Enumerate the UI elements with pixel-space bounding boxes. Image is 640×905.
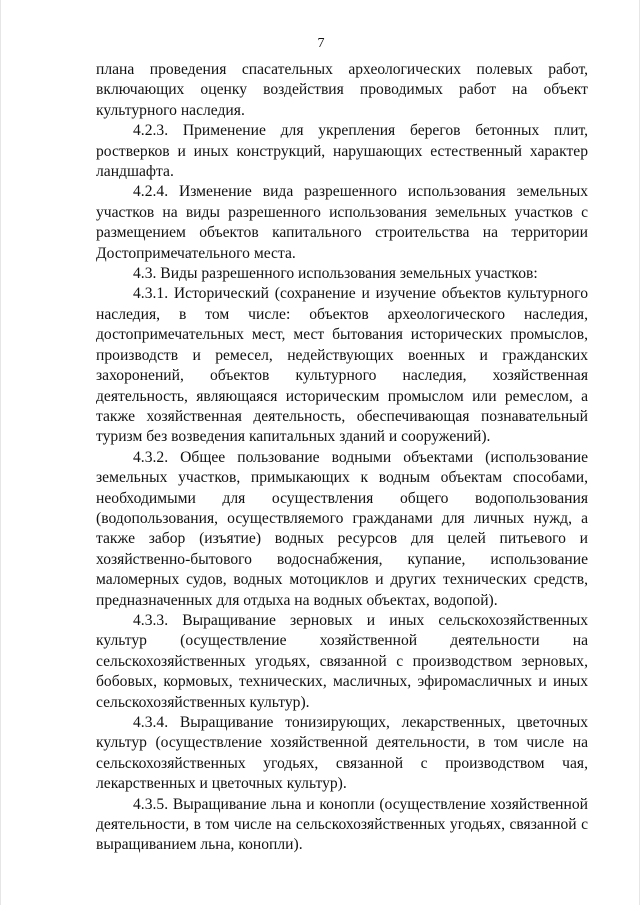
page-number: 7	[317, 36, 325, 51]
document-body	[96, 60, 588, 856]
paragraph-4-3: 4.3. Виды разрешенного использования земельных участков:	[133, 265, 538, 283]
paragraph-4-3-2: 4.3.2. Общее пользование водными объектами (использование земельных участков, примыкающих к водным объектам способами, необходимыми для осуществления общего водопользования (водопользования, осуществляемого гражданами для личных нужд, а также забор (изъятие) водных ресурсов для целей питьевого и хозяйственно-бытового водоснабжения, купание, использование маломерных судов, водных мотоциклов и других технических средств, предназначенных для отдыха на водных объектах, водопой).	[96, 448, 588, 609]
paragraph-continuation: плана проведения спасательных археологических полевых работ, включающих оценку воздействия проводимых работ на объект культурного наследия.	[96, 61, 588, 119]
paragraph-4-2-4: 4.2.4. Изменение вида разрешенного использования земельных участков на виды разрешенного использования земельных участков с размещением объектов капитального строительства на территории Достопримечательного места.	[96, 183, 588, 262]
paragraph-4-3-5: 4.3.5. Выращивание льна и конопли (осуществление хозяйственной деятельности, в том числе на сельскохозяйственных угодьях, связанной с выращиванием льна, конопли).	[96, 795, 588, 854]
paragraph-4-3-4: 4.3.4. Выращивание тонизирующих, лекарственных, цветочных культур (осуществление хозяйственной деятельности, в том числе на сельскохозяйственных угодьях, связанной с производством чая, лекарственных и цветочных культур).	[96, 714, 588, 793]
paragraph-4-3-3: 4.3.3. Выращивание зерновых и иных сельскохозяйственных культур (осуществление хозяйственной деятельности на сельскохозяйственных угодьях, связанной с производством зерновых, бобовых, кормовых, технических, масличных, эфиромасличных и иных сельскохозяйственных культур).	[96, 611, 588, 711]
paragraph-4-3-1: 4.3.1. Исторический (сохранение и изучение объектов культурного наследия, в том числе: объектов археологического наследия, достопримечательных мест, мест бытования исторических промыслов, производств и ремесел, недействующих военных и гражданских захоронений, объектов культурного наследия, хозяйственная деятельность, являющаяся историческим промыслом или ремеслом, а также хозяйственная деятельность, обеспечивающая познавательный туризм без возведения капитальных зданий и сооружений).	[96, 285, 588, 446]
paragraph-4-2-3: 4.2.3. Применение для укрепления берегов бетонных плит, ростверков и иных конструкций, нарушающих естественный характер ландшафта.	[96, 122, 588, 181]
